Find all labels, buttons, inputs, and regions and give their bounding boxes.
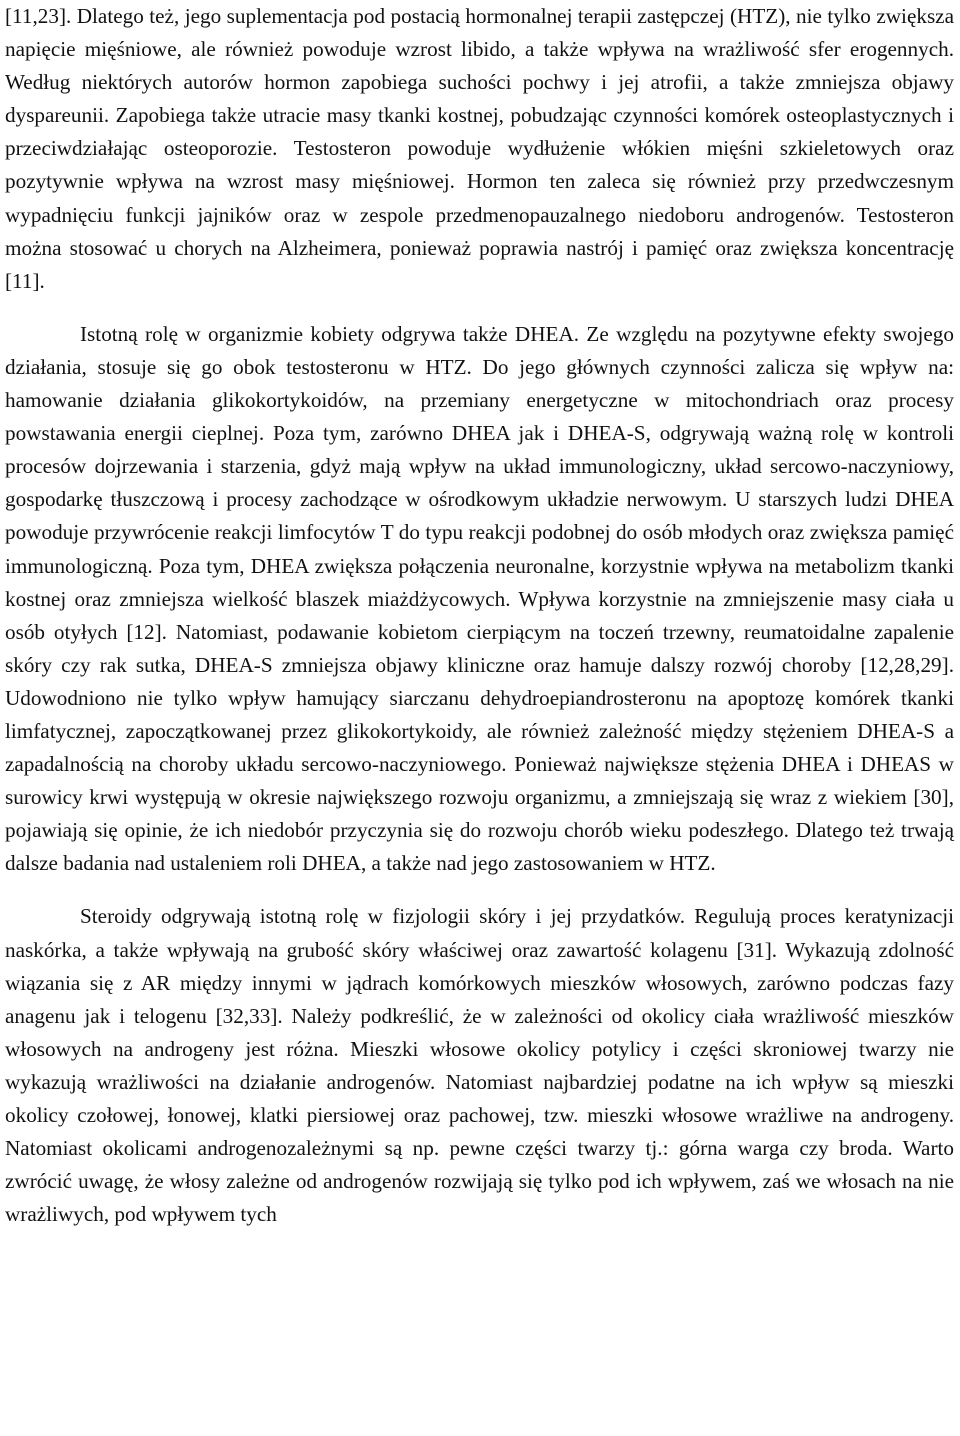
paragraph-steroids-skin: Steroidy odgrywają istotną rolę w fizjologii skóry i jej przydatków. Regulują proces keratynizacji naskórka, a także wpływają na grubość skóry właściwej oraz zawartość kolagenu [31]. Wykazują zdolność wiązania się z AR między innymi w jądrach komórkowych mieszków włosowych, zarówno podczas fazy anagenu jak i telogenu [32,33]. Należy podkreślić, że w zależności od okolicy ciała wrażliwość mieszków włosowych na androgeny jest różna. Mieszki włosowe okolicy potylicy i części skroniowej twarzy nie wykazują wrażliwości na działanie androgenów. Natomiast najbardziej podatne na ich wpływ są mieszki okolicy czołowej, łonowej, klatki piersiowej oraz pachowej, tzw. mieszki włosowe wrażliwe na androgeny. Natomiast okolicami androgenozależnymi są np. pewne części twarzy tj.: górna warga czy broda. Warto zwrócić uwagę, że włosy zależne od androgenów rozwijają się tylko pod ich wpływem, zaś we włosach na nie wrażliwych, pod wpływem tych <box>5 904 954 1227</box>
paragraph-dhea-role: Istotną rolę w organizmie kobiety odgrywa także DHEA. Ze względu na pozytywne efekty swojego działania, stosuje się go obok testosteronu w HTZ. Do jego głównych czynności zalicza się wpływ na: hamowanie działania glikokortykoidów, na przemiany energetyczne w mitochondriach oraz procesy powstawania energii cieplnej. Poza tym, zarówno DHEA jak i DHEA-S, odgrywają ważną rolę w kontroli procesów dojrzewania i starzenia, gdyż mają wpływ na układ immunologiczny, układ sercowo-naczyniowy, gospodarkę tłuszczową i procesy zachodzące w ośrodkowym układzie nerwowym. U starszych ludzi DHEA powoduje przywrócenie reakcji limfocytów T do typu reakcji podobnej do osób młodych oraz zwiększa pamięć immunologiczną. Poza tym, DHEA zwiększa połączenia neuronalne, korzystnie wpływa na metabolizm tkanki kostnej oraz zmniejsza wielkość blaszek miażdżycowych. Wpływa korzystnie na zmniejszenie masy ciała u osób otyłych [12]. Natomiast, podawanie kobietom cierpiącym na toczeń trzewny, reumatoidalne zapalenie skóry czy rak sutka, DHEA-S zmniejsza objawy kliniczne oraz hamuje dalszy rozwój choroby [12,28,29]. Udowodniono nie tylko wpływ hamujący siarczanu dehydroepiandrosteronu na apoptozę komórek tkanki limfatycznej, zapoczątkowanej przez glikokortykoidy, ale również zależność między stężeniem DHEA-S a zapadalnością na choroby układu sercowo-naczyniowego. Ponieważ największe stężenia DHEA i DHEAS w surowicy krwi występują w okresie największego rozwoju organizmu, a zmniejszają się wraz z wiekiem [30], pojawiają się opinie, że ich niedobór przyczynia się do rozwoju chorób wieku podeszłego. Dlatego też trwają dalsze badania nad ustaleniem roli DHEA, a także nad jego zastosowaniem w HTZ. <box>5 321 954 876</box>
paragraph-testosterone-effects: [11,23]. Dlatego też, jego suplementacja pod postacią hormonalnej terapii zastępczej (HTZ), nie tylko zwiększa napięcie mięśniowe, ale również powoduje wzrost libido, a także wpływa na wrażliwość sfer erogennych. Według niektórych autorów hormon zapobiega suchości pochwy i jej atrofii, a także zmniejsza objawy dyspareunii. Zapobiega także utracie masy tkanki kostnej, pobudzając czynności komórek osteoplastycznych i przeciwdziałając osteoporozie. Testosteron powoduje wydłużenie włókien mięśni szkieletowych oraz pozytywnie wpływa na wzrost masy mięśniowej. Hormon ten zaleca się również przy przedwczesnym wypadnięciu funkcji jajników oraz w zespole przedmenopauzalnego niedoboru androgenów. Testosteron można stosować u chorych na Alzheimera, ponieważ poprawia nastrój i pamięć oraz zwiększa koncentrację [11]. <box>5 4 954 293</box>
